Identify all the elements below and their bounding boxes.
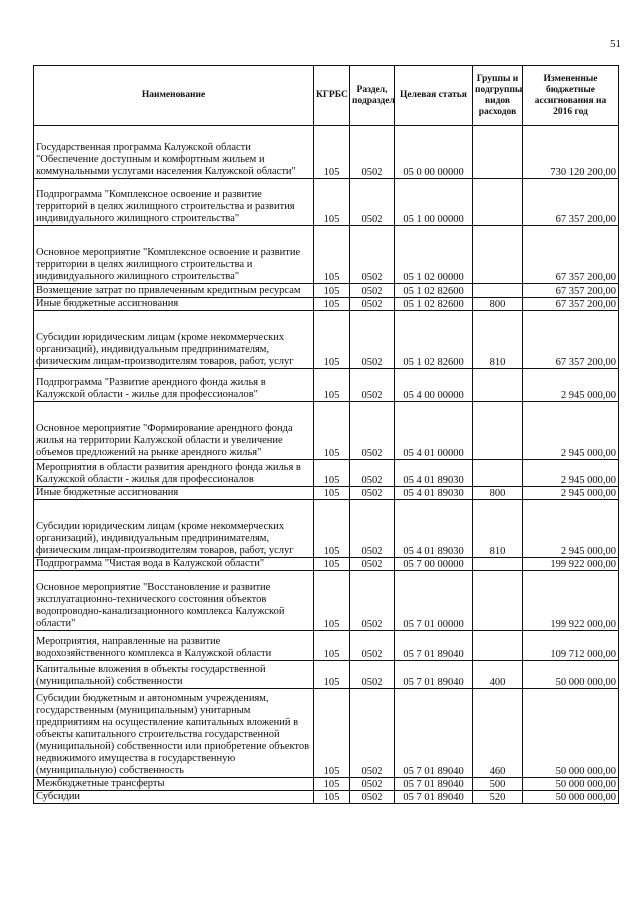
row-section: 0502 [350, 284, 395, 298]
row-name: Подпрограмма "Развитие арендного фонда жилья в Калужской области - жилье для профессионалов" [34, 369, 314, 402]
table-row [34, 778, 619, 791]
row-kgrbs: 105 [314, 487, 350, 500]
row-amount: 67 357 200,00 [523, 226, 619, 284]
row-group [473, 284, 523, 298]
row-name: Основное мероприятие "Комплексное освоение и развитие территории в целях жилищного строительства и индивидуального жилищного строительства" [34, 226, 314, 284]
row-target: 05 7 00 00000 [395, 558, 473, 571]
row-target: 05 1 02 82600 [395, 284, 473, 298]
row-amount: 67 357 200,00 [523, 298, 619, 311]
row-target: 05 7 01 89040 [395, 778, 473, 791]
row-group: 810 [473, 311, 523, 369]
row-amount: 199 922 000,00 [523, 571, 619, 631]
row-section: 0502 [350, 778, 395, 791]
row-group: 500 [473, 778, 523, 791]
row-section: 0502 [350, 500, 395, 558]
row-name: Субсидии юридическим лицам (кроме некоммерческих организаций), индивидуальным предпринимателям, физическим лицам-производителям товаров, работ, услуг [34, 311, 314, 369]
row-group [473, 571, 523, 631]
table-row [34, 369, 619, 402]
row-name: Возмещение затрат по привлеченным кредитным ресурсам [34, 284, 314, 298]
row-target: 05 0 00 00000 [395, 126, 473, 179]
header-target: Целевая статья [395, 66, 473, 126]
row-target: 05 4 01 00000 [395, 402, 473, 460]
header-groups: Группы и подгруппы видов расходов [473, 66, 523, 126]
row-target: 05 7 01 89040 [395, 791, 473, 804]
row-kgrbs: 105 [314, 558, 350, 571]
row-group [473, 631, 523, 661]
row-section: 0502 [350, 689, 395, 778]
row-name: Субсидии юридическим лицам (кроме некоммерческих организаций), индивидуальным предпринимателям, физическим лицам-производителям товаров, работ, услуг [34, 500, 314, 558]
row-target: 05 7 01 89040 [395, 661, 473, 689]
row-name: Основное мероприятие "Формирование арендного фонда жилья на территории Калужской области и увеличение объемов предложений на рынке арендного жилья" [34, 402, 314, 460]
table-row [34, 689, 619, 778]
row-target: 05 7 01 89040 [395, 631, 473, 661]
table-row [34, 500, 619, 558]
row-name: Иные бюджетные ассигнования [34, 298, 314, 311]
row-amount: 199 922 000,00 [523, 558, 619, 571]
row-name: Субсидии бюджетным и автономным учреждениям, государственным (муниципальным) унитарным предприятиям на осуществление капитальных вложений в объекты капитального строительства государственной (муниципальной) собственности или приобретение объектов недвижимого имущества в государственную (муниципальную) собственность [34, 689, 314, 778]
row-target: 05 4 01 89030 [395, 500, 473, 558]
row-amount: 109 712 000,00 [523, 631, 619, 661]
row-amount: 2 945 000,00 [523, 487, 619, 500]
header-kgrbs: КГРБС [314, 66, 350, 126]
row-section: 0502 [350, 558, 395, 571]
row-kgrbs: 105 [314, 778, 350, 791]
row-target: 05 4 01 89030 [395, 460, 473, 487]
row-group: 520 [473, 791, 523, 804]
row-target: 05 4 00 00000 [395, 369, 473, 402]
row-amount: 67 357 200,00 [523, 179, 619, 226]
row-amount: 50 000 000,00 [523, 689, 619, 778]
row-amount: 730 120 200,00 [523, 126, 619, 179]
row-name: Субсидии [34, 791, 314, 804]
row-target: 05 1 02 82600 [395, 298, 473, 311]
row-group: 460 [473, 689, 523, 778]
table-row [34, 558, 619, 571]
table-row [34, 791, 619, 804]
row-section: 0502 [350, 179, 395, 226]
row-kgrbs: 105 [314, 571, 350, 631]
row-name: Капитальные вложения в объекты государственной (муниципальной) собственности [34, 661, 314, 689]
table-header-row [34, 66, 619, 126]
row-kgrbs: 105 [314, 311, 350, 369]
row-amount: 2 945 000,00 [523, 460, 619, 487]
row-section: 0502 [350, 298, 395, 311]
row-kgrbs: 105 [314, 298, 350, 311]
row-amount: 50 000 000,00 [523, 791, 619, 804]
header-amount: Измененные бюджетные ассигнования на 2016 год [523, 66, 619, 126]
row-group [473, 558, 523, 571]
row-group [473, 126, 523, 179]
row-amount: 2 945 000,00 [523, 402, 619, 460]
row-target: 05 7 01 00000 [395, 571, 473, 631]
row-section: 0502 [350, 571, 395, 631]
row-target: 05 4 01 89030 [395, 487, 473, 500]
row-kgrbs: 105 [314, 126, 350, 179]
row-amount: 50 000 000,00 [523, 778, 619, 791]
row-kgrbs: 105 [314, 791, 350, 804]
row-kgrbs: 105 [314, 460, 350, 487]
row-section: 0502 [350, 226, 395, 284]
table-row [34, 226, 619, 284]
row-name: Подпрограмма "Чистая вода в Калужской области" [34, 558, 314, 571]
row-section: 0502 [350, 631, 395, 661]
row-target: 05 1 02 00000 [395, 226, 473, 284]
header-section: Раздел, подраздел [350, 66, 395, 126]
row-name: Подпрограмма "Комплексное освоение и развитие территорий в целях жилищного строительства и развития индивидуального жилищного строительства" [34, 179, 314, 226]
row-target: 05 7 01 89040 [395, 689, 473, 778]
row-target: 05 1 02 82600 [395, 311, 473, 369]
row-kgrbs: 105 [314, 689, 350, 778]
row-section: 0502 [350, 369, 395, 402]
row-group [473, 402, 523, 460]
table-row [34, 631, 619, 661]
row-amount: 50 000 000,00 [523, 661, 619, 689]
row-kgrbs: 105 [314, 226, 350, 284]
row-group: 800 [473, 487, 523, 500]
table-row [34, 179, 619, 226]
row-kgrbs: 105 [314, 631, 350, 661]
row-name: Основное мероприятие "Восстановление и развитие эксплуатационно-технического состояния объектов водопроводно-канализационного комплекса Калужской области" [34, 571, 314, 631]
row-section: 0502 [350, 791, 395, 804]
table-row [34, 402, 619, 460]
row-section: 0502 [350, 661, 395, 689]
row-amount: 2 945 000,00 [523, 369, 619, 402]
row-section: 0502 [350, 311, 395, 369]
row-target: 05 1 00 00000 [395, 179, 473, 226]
budget-table [33, 65, 619, 804]
row-amount: 67 357 200,00 [523, 311, 619, 369]
table-row [34, 311, 619, 369]
row-kgrbs: 105 [314, 500, 350, 558]
table-row [34, 298, 619, 311]
row-section: 0502 [350, 460, 395, 487]
row-name: Межбюджетные трансферты [34, 778, 314, 791]
row-section: 0502 [350, 402, 395, 460]
row-group: 400 [473, 661, 523, 689]
table-row [34, 487, 619, 500]
page-number: 51 [610, 38, 621, 50]
row-kgrbs: 105 [314, 661, 350, 689]
row-amount: 2 945 000,00 [523, 500, 619, 558]
row-section: 0502 [350, 126, 395, 179]
row-section: 0502 [350, 487, 395, 500]
row-group [473, 179, 523, 226]
row-kgrbs: 105 [314, 179, 350, 226]
table-row [34, 126, 619, 179]
row-group [473, 460, 523, 487]
table-row [34, 284, 619, 298]
row-group [473, 369, 523, 402]
row-kgrbs: 105 [314, 369, 350, 402]
table-row [34, 571, 619, 631]
table-row [34, 661, 619, 689]
table-body [34, 126, 619, 804]
row-name: Мероприятия в области развития арендного фонда жилья в Калужской области - жилья для профессионалов [34, 460, 314, 487]
table-row [34, 460, 619, 487]
row-group: 800 [473, 298, 523, 311]
row-kgrbs: 105 [314, 284, 350, 298]
row-kgrbs: 105 [314, 402, 350, 460]
row-name: Мероприятия, направленные на развитие водохозяйственного комплекса в Калужской области [34, 631, 314, 661]
row-name: Иные бюджетные ассигнования [34, 487, 314, 500]
row-group [473, 226, 523, 284]
row-group: 810 [473, 500, 523, 558]
header-name: Наименование [34, 66, 314, 126]
row-amount: 67 357 200,00 [523, 284, 619, 298]
row-name: Государственная программа Калужской области "Обеспечение доступным и комфортным жильем и коммунальными услугами населения Калужской области" [34, 126, 314, 179]
